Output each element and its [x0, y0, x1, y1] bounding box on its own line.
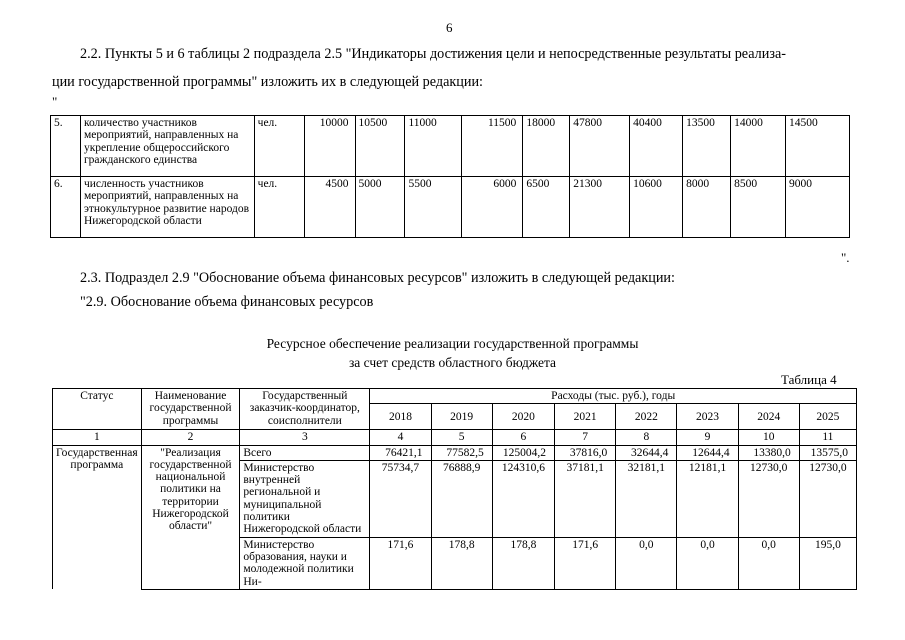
indicator-value: 13500 [683, 116, 731, 177]
header-program-name: Наименование государственной программы [141, 389, 240, 430]
expense-value: 76421,1 [370, 445, 431, 460]
expense-value: 12181,1 [677, 460, 738, 537]
indicator-value: 10500 [355, 116, 405, 177]
indicator-unit: чел. [254, 177, 304, 238]
column-number: 7 [555, 430, 616, 445]
table4-label: Таблица 4 [781, 372, 837, 387]
indicator-value: 18000 [523, 116, 570, 177]
column-number: 1 [53, 430, 142, 445]
expense-value: 32181,1 [616, 460, 677, 537]
resource-row [53, 445, 857, 460]
expense-value: 37181,1 [555, 460, 616, 537]
year-header: 2020 [492, 404, 554, 430]
header-row [53, 389, 857, 404]
indicator-value: 40400 [630, 116, 683, 177]
column-number: 4 [370, 430, 431, 445]
expense-value: 75734,7 [370, 460, 431, 537]
expense-value: 0,0 [616, 537, 677, 589]
indicator-value: 21300 [570, 177, 630, 238]
paragraph-2-2-line2: ции государственной программы" изложить их в следующей редакции: [52, 74, 483, 90]
indicator-value: 4500 [304, 177, 355, 238]
column-number: 5 [431, 430, 492, 445]
indicator-row [51, 116, 850, 177]
expense-value: 171,6 [555, 537, 616, 589]
indicator-row [51, 177, 850, 238]
customer-cell: Министерство внутренней региональной и муниципальной политики Нижегородской области [240, 460, 370, 537]
expense-value: 77582,5 [431, 445, 492, 460]
year-header: 2022 [616, 404, 677, 430]
indicator-value: 14000 [731, 116, 786, 177]
indicator-name: количество участников мероприятий, направленных на укрепление общероссийского гражданского единства [80, 116, 254, 177]
expense-value: 12730,0 [799, 460, 856, 537]
indicator-value: 9000 [785, 177, 849, 238]
column-number: 2 [141, 430, 240, 445]
table4-title: Ресурсное обеспечение реализации государственной программы [266, 336, 639, 351]
year-header: 2023 [677, 404, 738, 430]
expense-value: 178,8 [492, 537, 554, 589]
header-status: Статус [53, 389, 142, 430]
year-header: 2025 [799, 404, 856, 430]
expense-value: 0,0 [738, 537, 799, 589]
resources-table [52, 388, 857, 590]
expense-value: 12644,4 [677, 445, 738, 460]
column-number: 9 [677, 430, 738, 445]
expense-value: 195,0 [799, 537, 856, 589]
status-cell: Государственная программа [53, 445, 142, 589]
indicator-number: 5. [51, 116, 81, 177]
column-number: 10 [738, 430, 799, 445]
expense-value: 178,8 [431, 537, 492, 589]
expense-value: 76888,9 [431, 460, 492, 537]
expense-value: 171,6 [370, 537, 431, 589]
indicator-value: 14500 [785, 116, 849, 177]
expense-value: 124310,6 [492, 460, 554, 537]
column-number: 8 [616, 430, 677, 445]
indicator-unit: чел. [254, 116, 304, 177]
indicator-value: 47800 [570, 116, 630, 177]
indicators-table [50, 115, 850, 238]
quote-close: ". [841, 250, 850, 265]
indicator-value: 8000 [683, 177, 731, 238]
indicator-value: 11500 [462, 116, 523, 177]
paragraph-2-9-title: "2.9. Обоснование объема финансовых ресурсов [80, 294, 374, 310]
indicator-name: численность участников мероприятий, направленных на этнокультурное развитие народов Нижегородской области [80, 177, 254, 238]
table4-subtitle: за счет средств областного бюджета [348, 355, 557, 370]
customer-cell: Всего [240, 445, 370, 460]
expense-value: 32644,4 [616, 445, 677, 460]
expense-value: 37816,0 [555, 445, 616, 460]
column-number: 3 [240, 430, 370, 445]
page-number: 6 [446, 20, 453, 35]
indicator-value: 6500 [523, 177, 570, 238]
indicator-value: 10000 [304, 116, 355, 177]
quote-open: " [52, 94, 58, 109]
paragraph-2-2-line1: 2.2. Пункты 5 и 6 таблицы 2 подраздела 2.5 "Индикаторы достижения цели и непосредственные результаты реализа- [80, 46, 786, 62]
expense-value: 13380,0 [738, 445, 799, 460]
year-header: 2018 [370, 404, 431, 430]
column-number: 6 [492, 430, 554, 445]
indicator-value: 8500 [731, 177, 786, 238]
indicator-value: 11000 [405, 116, 462, 177]
expense-value: 13575,0 [799, 445, 856, 460]
indicator-value: 5500 [405, 177, 462, 238]
column-number: 11 [799, 430, 856, 445]
year-header: 2021 [555, 404, 616, 430]
indicator-value: 10600 [630, 177, 683, 238]
customer-cell: Министерство образования, науки и молодежной политики Ни- [240, 537, 370, 589]
indicator-number: 6. [51, 177, 81, 238]
program-name-cell: "Реализация государственной национальной политики на территории Нижегородской области" [141, 445, 240, 589]
indicator-value: 6000 [462, 177, 523, 238]
paragraph-2-3: 2.3. Подраздел 2.9 "Обоснование объема финансовых ресурсов" изложить в следующей редакции: [80, 270, 675, 286]
expense-value: 0,0 [677, 537, 738, 589]
expense-value: 125004,2 [492, 445, 554, 460]
indicator-value: 5000 [355, 177, 405, 238]
header-expenses: Расходы (тыс. руб.), годы [370, 389, 857, 404]
column-numbers-row [53, 430, 857, 445]
header-customer: Государственный заказчик-координатор, соисполнители [240, 389, 370, 430]
year-header: 2024 [738, 404, 799, 430]
year-header: 2019 [431, 404, 492, 430]
expense-value: 12730,0 [738, 460, 799, 537]
